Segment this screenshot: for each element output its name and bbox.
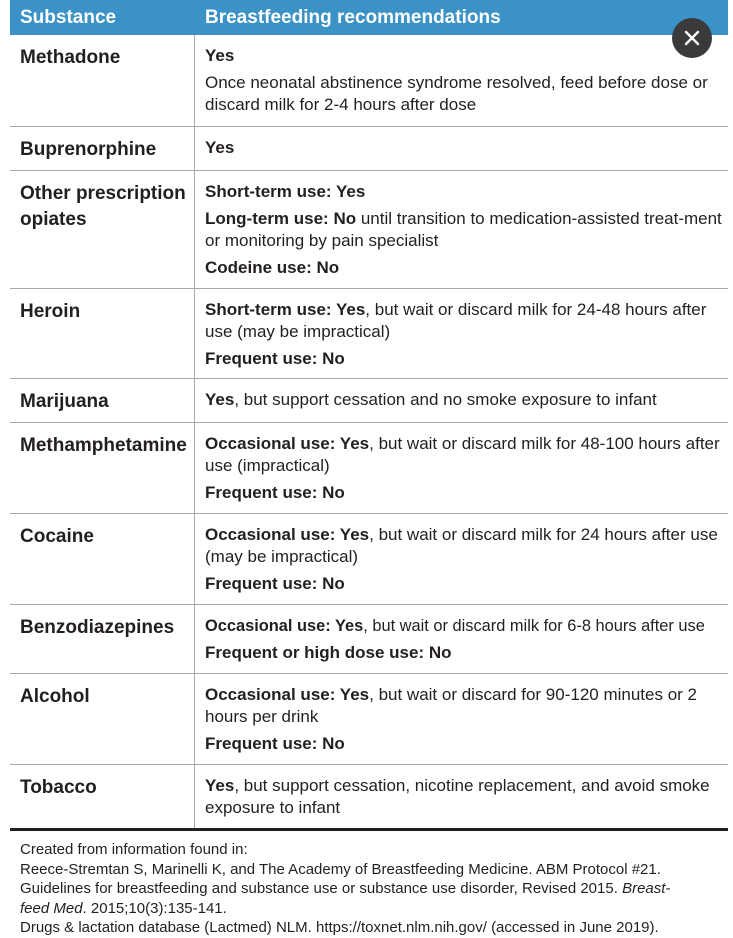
substance-table [10,0,728,831]
table-row [10,514,728,605]
footer-reference [20,899,720,919]
recommendation-text: , but wait or discard milk for 48-100 hours after use (impractical) [205,434,720,475]
recommendation-bold: Yes [205,776,235,795]
table-header [10,0,728,35]
recommendation-text: , but wait or discard for 90-120 minutes or 2 hours per drink [205,685,698,726]
recommendation-bold: Yes [205,390,235,409]
recommendation-bold: Frequent use: No [205,483,345,502]
footer-reference-text: Guidelines for breastfeeding and substance use or substance use disorder, Revised 2015. [20,880,618,897]
recommendation-bold: Long-term use: No [205,209,357,228]
recommendation-bold: Occasional use: Yes [205,685,370,704]
footer-reference [20,879,720,899]
recommendation-cell [195,289,728,378]
substance-name: Heroin [10,289,195,378]
footer-journal: Breast- [622,880,671,897]
header-recommendations: Breastfeeding recommendations [205,6,501,28]
recommendation-cell [195,171,728,288]
recommendation-bold: Occasional use: Yes [205,525,370,544]
recommendation-bold: Occasional use: Yes [205,617,364,635]
substance-name: Marijuana [10,379,195,422]
substance-name: Tobacco [10,765,195,828]
substance-name: Cocaine [10,514,195,604]
recommendation-text: , but wait or discard milk for 24-48 hours after use (may be impractical) [205,300,707,341]
substance-name: Alcohol [10,674,195,764]
recommendation-cell [195,605,728,673]
table-row [10,379,728,423]
recommendation-bold: Occasional use: Yes [205,434,370,453]
recommendation-text: , but wait or discard milk for 24 hours after use (may be impractical) [205,525,718,566]
recommendation-text: , but support cessation, nicotine replacement, and avoid smoke exposure to infant [205,776,710,817]
source-footer [20,840,720,938]
recommendation-cell [195,765,728,828]
footer-reference: Drugs & lactation database (Lactmed) NLM. https://toxnet.nlm.nih.gov/ (accessed in June 2019). [20,919,659,936]
recommendation-text: Once neonatal abstinence syndrome resolved, feed before dose or discard milk for 2-4 hours after dose [205,73,708,114]
recommendation-cell [195,379,728,422]
table-row [10,127,728,171]
footer-intro: Created from information found in: [20,841,248,858]
close-icon [684,30,700,46]
substance-name: Benzodiazepines [10,605,195,673]
recommendation-cell [195,127,728,170]
recommendation-bold: Frequent or high dose use: No [205,643,452,662]
substance-name: Other prescription opiates [10,171,195,288]
recommendation-bold: Frequent use: No [205,349,345,368]
recommendation-cell [195,35,728,126]
close-button[interactable] [672,18,712,58]
substance-name: Buprenorphine [10,127,195,170]
table-row [10,423,728,514]
substance-name: Methamphetamine [10,423,195,513]
recommendation-bold: Frequent use: No [205,574,345,593]
table-row [10,35,728,127]
recommendation-bold: Codeine use: No [205,258,340,277]
substance-name: Methadone [10,35,195,126]
table-row [10,605,728,674]
table-row [10,171,728,289]
header-substance: Substance [20,6,117,28]
recommendation-text: , but wait or discard milk for 6-8 hours after use [363,617,705,635]
recommendation-text: , but support cessation and no smoke exposure to infant [234,390,657,409]
recommendation-cell [195,514,728,604]
recommendation-bold: Yes [205,138,235,157]
footer-reference: Reece-Stremtan S, Marinelli K, and The Academy of Breastfeeding Medicine. ABM Protocol #21. [20,860,661,878]
recommendation-text: until transition to medication-assisted treat-ment or monitoring by pain specialist [205,209,722,250]
recommendation-bold: Yes [205,46,235,65]
table-row [10,765,728,831]
footer-reference-text: . 2015;10(3):135-141. [82,899,227,917]
recommendation-bold: Short-term use: Yes [205,182,366,201]
recommendation-bold: Frequent use: No [205,734,345,753]
footer-journal: feed Med [20,899,83,917]
table-row [10,289,728,379]
recommendation-cell [195,423,728,513]
table-row [10,674,728,765]
recommendation-cell [195,674,728,764]
recommendation-bold: Short-term use: Yes [205,300,366,319]
